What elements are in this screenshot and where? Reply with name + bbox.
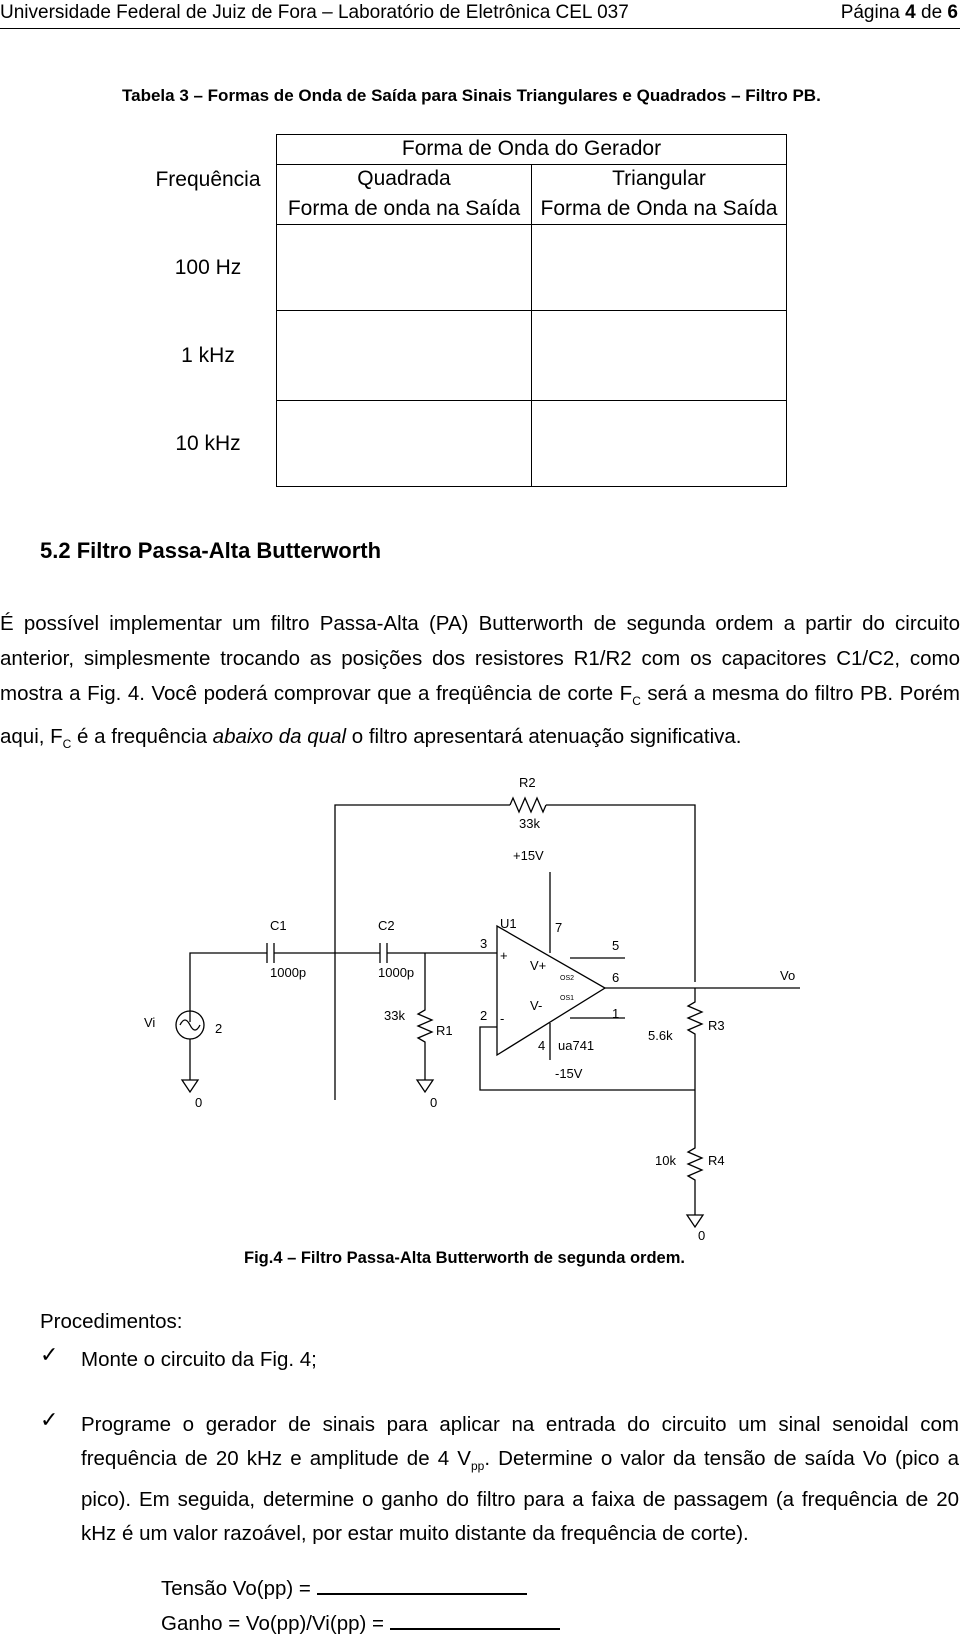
- cell-triangular-1khz: [532, 311, 787, 401]
- c2-label: C2: [378, 918, 395, 933]
- paragraph-part-4: o filtro apresentará atenuação significativa.: [346, 725, 742, 749]
- answer-gain-label: Ganho = Vo(pp)/Vi(pp) =: [161, 1612, 390, 1635]
- paragraph-part-2: será a mesma do filtro PB. Porém aqui, F: [0, 682, 960, 749]
- pin1-label: 1: [612, 1006, 620, 1021]
- gnd-label-r4: 0: [698, 1228, 706, 1243]
- waveform-table: [140, 134, 787, 487]
- row-100hz: 100 Hz: [174, 255, 242, 279]
- figure-caption: Fig.4 – Filtro Passa-Alta Butterworth de segunda ordem.: [244, 1249, 685, 1267]
- r2-value: 33k: [519, 816, 540, 831]
- answer-voltage-blank[interactable]: [317, 1573, 527, 1595]
- row-10khz: 10 kHz: [175, 431, 241, 455]
- procedure-item-2: [81, 1408, 959, 1551]
- vi-label: Vi: [144, 1015, 156, 1030]
- pin6-label: 6: [612, 970, 620, 985]
- square-output-subheader: Forma de onda na Saída: [277, 193, 532, 224]
- gnd-label-vi: 0: [195, 1095, 203, 1110]
- row-1khz: 1 kHz: [181, 343, 235, 367]
- cell-square-10khz: [277, 401, 532, 487]
- pin5-label: 5: [612, 938, 620, 953]
- section-title: 5.2 Filtro Passa-Alta Butterworth: [40, 538, 382, 563]
- section-paragraph: [0, 606, 960, 762]
- fc-subscript-2: C: [62, 737, 72, 752]
- triangular-output-subheader: Forma de Onda na Saída: [532, 193, 787, 224]
- page-total: 6: [947, 2, 958, 23]
- procedure-item-2-part-b: . Determine o valor da tensão de saída Vo (pico a pico). Em seguida, determine o ganho do filtro para a faixa de passagem (a frequência de 20 kHz é um valor razoável, por estar muito distante da frequência de corte).: [81, 1447, 959, 1546]
- u1-label: U1: [500, 916, 517, 931]
- procedure-item-1: Monte o circuito da Fig. 4;: [81, 1348, 317, 1371]
- vplus-pin-label: V+: [530, 958, 547, 973]
- r4-label: R4: [708, 1153, 725, 1168]
- answer-voltage: [161, 1573, 527, 1601]
- answer-gain: [161, 1608, 560, 1636]
- pin7-label: 7: [555, 920, 563, 935]
- vo-label: Vo: [780, 968, 796, 983]
- page-number: 4: [905, 2, 916, 23]
- c2-value: 1000p: [378, 965, 415, 980]
- paragraph-emphasis: abaixo da qual: [212, 725, 347, 749]
- procedures-title: Procedimentos:: [40, 1310, 183, 1333]
- r4-value: 10k: [655, 1153, 676, 1168]
- check-icon: ✓: [40, 1407, 59, 1432]
- answer-gain-blank[interactable]: [390, 1608, 560, 1630]
- page-of: de: [915, 2, 948, 23]
- frequency-header: Frequência: [155, 167, 261, 191]
- check-icon: ✓: [40, 1342, 59, 1367]
- generator-waveform-header: Forma de Onda do Gerador: [277, 135, 787, 165]
- pin2-label: 2: [480, 1008, 488, 1023]
- r3-value: 5.6k: [648, 1028, 673, 1043]
- header-page-info: [841, 0, 958, 26]
- cell-square-100hz: [277, 225, 532, 311]
- paragraph-part-1: É possível implementar um filtro Passa-Alta (PA) Butterworth de segunda ordem a partir do circuito anterior, simplesmente trocando as posições dos resistores R1/R2 com os capacitores C1/C2, como mostra a Fig. 4. Você poderá comprovar que a freqüência de corte F: [0, 612, 960, 705]
- r3-label: R3: [708, 1018, 725, 1033]
- square-header: Quadrada: [277, 164, 532, 193]
- vminus-label: -15V: [555, 1066, 583, 1081]
- header-institution: Universidade Federal de Juiz de Fora – Laboratório de Eletrônica CEL 037: [0, 2, 629, 23]
- answer-voltage-label: Tensão Vo(pp) =: [161, 1577, 317, 1600]
- c1-label: C1: [270, 918, 287, 933]
- triangular-header: Triangular: [532, 164, 787, 193]
- gnd-label-r1: 0: [430, 1095, 438, 1110]
- pp-subscript: pp: [470, 1459, 485, 1474]
- os1-label: OS1: [560, 995, 575, 1002]
- procedure-item-2-part-a: Programe o gerador de sinais para aplicar na entrada do circuito um sinal senoidal com frequência de 20 kHz e amplitude de 4 V: [81, 1413, 959, 1470]
- minus-sign: -: [500, 1011, 505, 1026]
- pin4-label: 4: [538, 1038, 546, 1053]
- c1-value: 1000p: [270, 965, 307, 980]
- vminus-pin-label: V-: [530, 998, 543, 1013]
- plus-sign: +: [500, 948, 508, 963]
- opamp-model: ua741: [558, 1038, 595, 1053]
- r2-label: R2: [519, 775, 536, 790]
- table-caption: Tabela 3 – Formas de Onda de Saída para Sinais Triangulares e Quadrados – Filtro PB.: [122, 86, 821, 105]
- pin3-label: 3: [480, 936, 488, 951]
- circuit-diagram: [0, 770, 960, 1250]
- vplus-label: +15V: [513, 848, 544, 863]
- os2-label: OS2: [560, 975, 575, 982]
- paragraph-part-3: é a frequência: [71, 725, 213, 749]
- page-header: [0, 0, 960, 29]
- r1-label: R1: [436, 1023, 453, 1038]
- page-prefix: Página: [840, 2, 906, 23]
- cell-triangular-100hz: [532, 225, 787, 311]
- cell-triangular-10khz: [532, 401, 787, 487]
- fc-subscript-1: C: [632, 694, 641, 709]
- r1-value: 33k: [384, 1008, 405, 1023]
- cell-square-1khz: [277, 311, 532, 401]
- vi-pin-label: 2: [215, 1021, 223, 1036]
